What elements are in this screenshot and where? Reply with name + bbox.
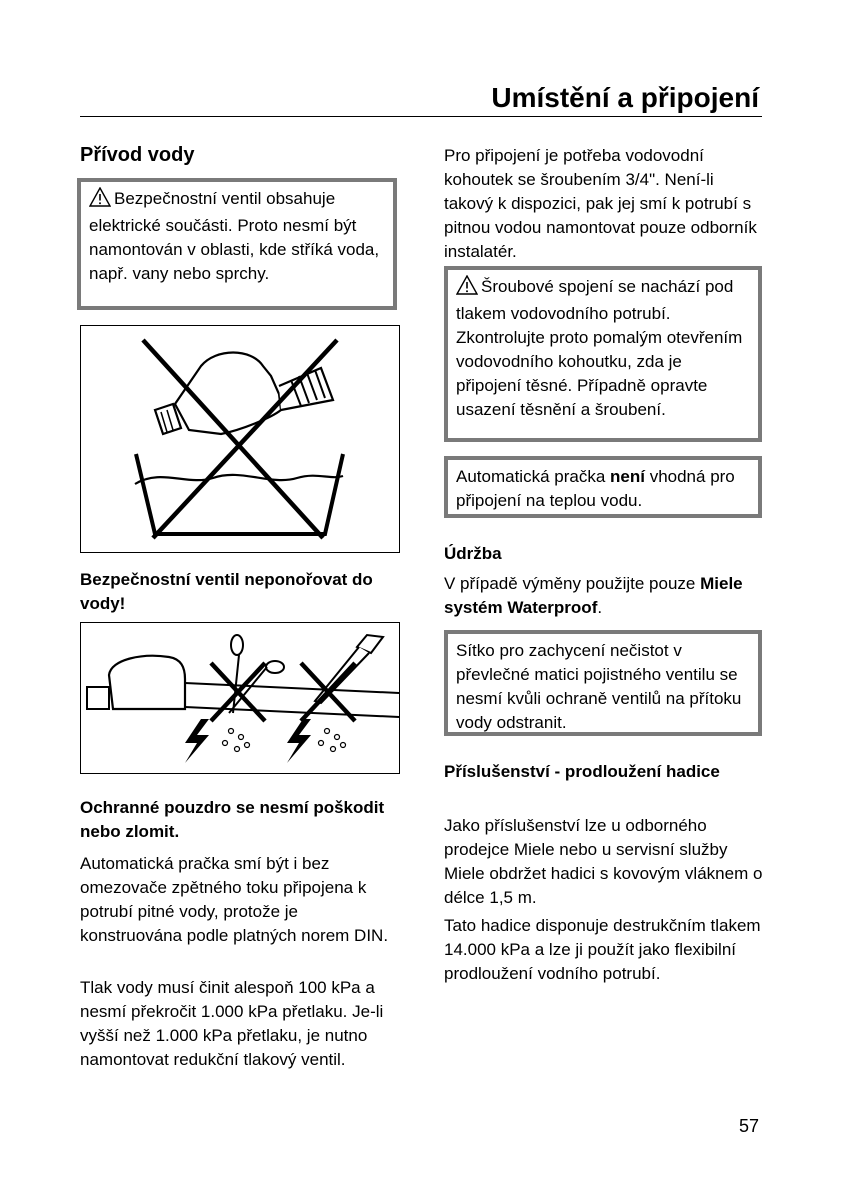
- paragraph-maintenance: [444, 572, 764, 620]
- figure-do-not-damage-housing: [80, 622, 400, 774]
- warning-text: Bezpečnostní ventil obsahuje elektrické součásti. Proto nesmí být namontován v oblasti, kde stříká voda, např. vany nebo sprchy.: [89, 189, 380, 283]
- page-title: Umístění a připojení: [491, 82, 759, 113]
- hose-damage-illustration: [81, 623, 399, 773]
- paragraph-water-pressure: Tlak vody musí činit alespoň 100 kPa a nesmí překročit 1.000 kPa přetlaku. Je-li vyšší než 1.000 kPa přetlaku, je nutno namontovat redukční tlakový ventil.: [80, 978, 384, 1069]
- warning-box-screw-connection: [444, 266, 762, 442]
- lightning-icon: [185, 719, 209, 763]
- maintenance-text: V případě výměny použijte pouze: [444, 574, 701, 593]
- section-title-water-supply: Přívod vody: [80, 144, 195, 166]
- note-box-strainer: [444, 630, 762, 736]
- paragraph-accessories-1: Jako příslušenství lze u odborného prodejce Miele nebo u servisní služby Miele obdržet hadici s kovovým vláknem o délce 1,5 m.: [444, 816, 763, 907]
- note-text: vhodná pro připojení na teplou vodu.: [456, 467, 735, 510]
- maintenance-text: .: [597, 598, 603, 617]
- caption-do-not-damage: Ochranné pouzdro se nesmí poškodit nebo zlomit.: [80, 798, 385, 841]
- paragraph-backflow: Automatická pračka smí být i bez omezovače zpětného toku připojena k potrubí pitné vody, protože je konstruována podle platných norem DIN.: [80, 854, 389, 945]
- warning-triangle-icon: [89, 187, 111, 214]
- section-title-maintenance: Údržba: [444, 544, 502, 563]
- valve-in-water-illustration: [81, 326, 399, 552]
- lightning-icon: [287, 719, 311, 763]
- paragraph-tap-connection: Pro připojení je potřeba vodovodní kohoutek se šroubením 3/4". Není-li takový k dispozici, pak jej smí k potrubí s pitnou vodou namontovat pouze odborník instalatér.: [444, 146, 757, 261]
- warning-triangle-icon: [456, 275, 478, 302]
- strainer-text: Sítko pro zachycení nečistot v převlečné matici pojistného ventilu se nesmí kvůli ochraně ventilů na přítoku vody odstranit.: [456, 641, 742, 732]
- note-box-hot-water: [444, 456, 762, 518]
- safety-valve-icon: [155, 353, 333, 435]
- note-text-emphasis: není: [610, 467, 645, 486]
- section-title-accessories: Příslušenství - prodloužení hadice: [444, 762, 720, 781]
- paragraph-accessories-2: Tato hadice disponuje destrukčním tlakem 14.000 kPa a lze ji použít jako flexibilní prodloužení vodního potrubí.: [444, 916, 761, 983]
- maintenance-text-emphasis: Miele systém Waterproof: [444, 574, 743, 617]
- figure-do-not-submerge: [80, 325, 400, 553]
- note-text: Automatická pračka: [456, 467, 611, 486]
- warning-box-electrical: [77, 178, 397, 310]
- water-drops-icon: [223, 729, 346, 752]
- page-number: 57: [738, 1116, 759, 1136]
- caption-do-not-submerge: Bezpečnostní ventil neponořovat do vody!: [80, 570, 373, 613]
- header-divider: [80, 116, 762, 117]
- warning-text: Šroubové spojení se nachází pod tlakem vodovodního potrubí. Zkontrolujte proto pomalým otevřením vodovodního kohoutku, zda je připojení těsné. Případně opravte usazení těsnění a šroubení.: [456, 277, 743, 419]
